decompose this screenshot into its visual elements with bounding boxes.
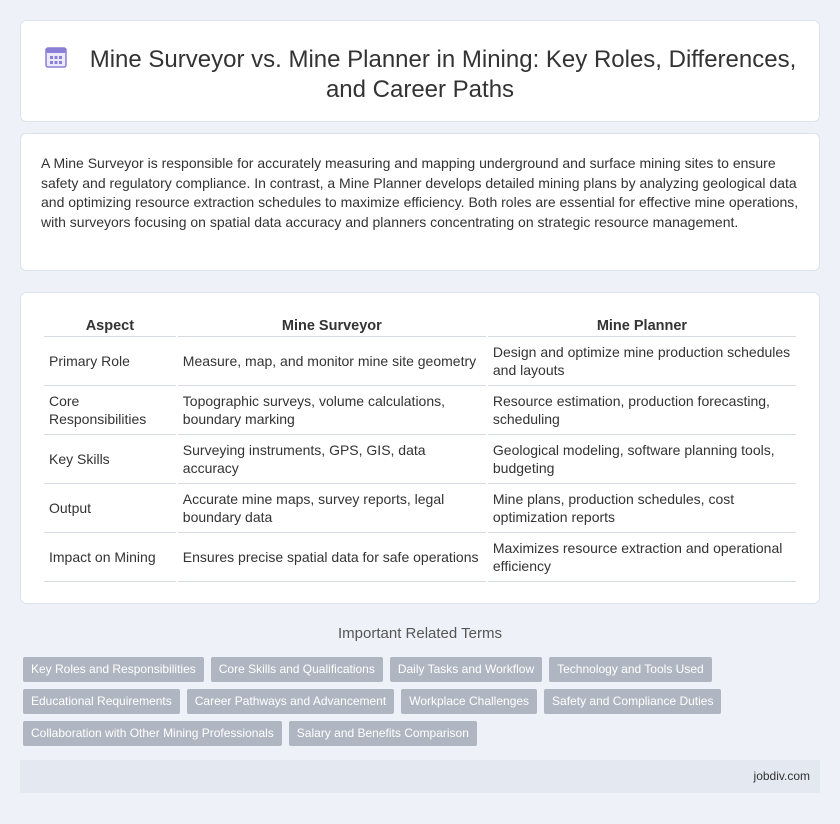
tag-safety-compliance[interactable]: Safety and Compliance Duties: [544, 689, 721, 714]
surveyor-cell: Accurate mine maps, survey reports, legal boundary data: [178, 484, 486, 533]
header-mine-surveyor: Mine Surveyor: [178, 317, 486, 337]
planner-cell: Mine plans, production schedules, cost optimization reports: [488, 484, 796, 533]
tag-key-roles[interactable]: Key Roles and Responsibilities: [23, 657, 204, 682]
table-row: [44, 435, 796, 484]
table-header-row: [44, 317, 796, 337]
tag-career-pathways[interactable]: Career Pathways and Advancement: [187, 689, 394, 714]
tag-technology-tools[interactable]: Technology and Tools Used: [549, 657, 712, 682]
tag-workplace-challenges[interactable]: Workplace Challenges: [401, 689, 537, 714]
table-row: [44, 386, 796, 435]
comparison-card: [20, 292, 820, 604]
page-title-wrap: [21, 45, 819, 105]
surveyor-cell: Ensures precise spatial data for safe operations: [178, 533, 486, 582]
header-aspect: Aspect: [44, 317, 176, 337]
comparison-table: [42, 317, 798, 582]
tag-core-skills[interactable]: Core Skills and Qualifications: [211, 657, 383, 682]
tag-row: [23, 721, 823, 746]
page-title: Mine Surveyor vs. Mine Planner in Mining: Key Roles, Differences, and Career Paths: [89, 46, 797, 103]
table-row: [44, 337, 796, 386]
footer: [20, 760, 820, 793]
table-row: [44, 533, 796, 582]
title-card: [20, 20, 820, 122]
intro-paragraph: A Mine Surveyor is responsible for accurately measuring and mapping underground and surface mining sites to ensure safety and regulatory compliance. In contrast, a Mine Planner develops detailed mining plans by analyzing geological data and optimizing resource extraction schedules to maximize efficiency. Both roles are essential for effective mine operations, with surveyors focusing on spatial data accuracy and planners concentrating on strategic resource management.: [41, 155, 799, 230]
aspect-cell: Impact on Mining: [44, 533, 176, 582]
planner-cell: Resource estimation, production forecasting, scheduling: [488, 386, 796, 435]
tag-row: [23, 657, 823, 682]
related-terms-title: Important Related Terms: [338, 625, 502, 642]
header-mine-planner: Mine Planner: [488, 317, 796, 337]
tag-salary-benefits[interactable]: Salary and Benefits Comparison: [289, 721, 477, 746]
aspect-cell: Core Responsibilities: [44, 386, 176, 435]
tag-collaboration[interactable]: Collaboration with Other Mining Professionals: [23, 721, 282, 746]
intro-card: [20, 133, 820, 271]
tag-daily-tasks[interactable]: Daily Tasks and Workflow: [390, 657, 542, 682]
calendar-icon: [44, 45, 68, 69]
aspect-cell: Primary Role: [44, 337, 176, 386]
planner-cell: Maximizes resource extraction and operational efficiency: [488, 533, 796, 582]
table-row: [44, 484, 796, 533]
tag-row: [23, 689, 823, 714]
surveyor-cell: Surveying instruments, GPS, GIS, data accuracy: [178, 435, 486, 484]
tag-education[interactable]: Educational Requirements: [23, 689, 180, 714]
related-terms-list: [23, 657, 823, 753]
planner-cell: Design and optimize mine production schedules and layouts: [488, 337, 796, 386]
planner-cell: Geological modeling, software planning tools, budgeting: [488, 435, 796, 484]
footer-site-link[interactable]: jobdiv.com: [753, 769, 810, 783]
aspect-cell: Key Skills: [44, 435, 176, 484]
surveyor-cell: Measure, map, and monitor mine site geometry: [178, 337, 486, 386]
aspect-cell: Output: [44, 484, 176, 533]
surveyor-cell: Topographic surveys, volume calculations, boundary marking: [178, 386, 486, 435]
